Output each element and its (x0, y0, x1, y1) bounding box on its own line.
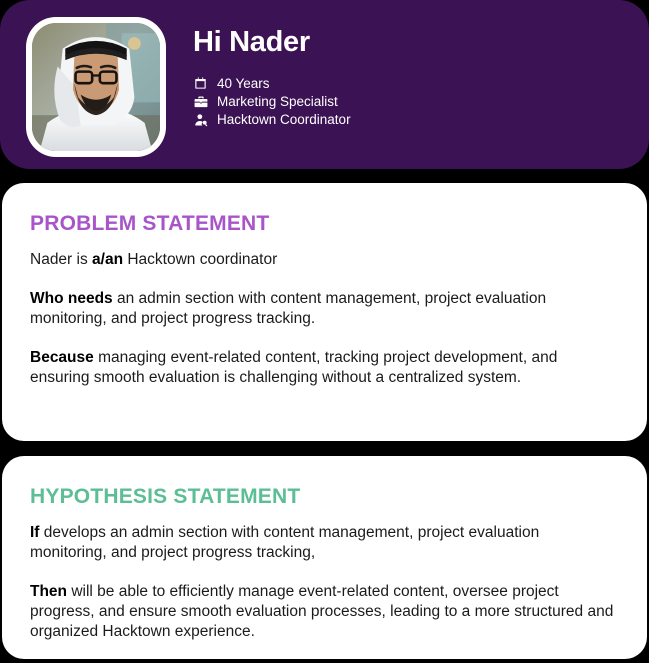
problem-p1-pre: Nader is (30, 251, 93, 268)
problem-paragraph-1 (30, 250, 619, 270)
calendar-icon (193, 76, 208, 91)
profile-info (193, 17, 351, 128)
hypothesis-paragraph-1 (30, 523, 619, 563)
hypothesis-p1-rest: develops an admin section with content management, project evaluation monitoring, and project progress tracking, (30, 524, 540, 561)
problem-p3-rest: managing event-related content, tracking project development, and ensuring smooth evaluation is challenging without a centralized system. (30, 349, 558, 386)
briefcase-icon (193, 94, 208, 109)
problem-p2-strong: Who needs (30, 290, 113, 307)
avatar-frame (26, 17, 166, 157)
profile-meta-title (193, 111, 351, 128)
greeting-title: Hi Nader (193, 26, 310, 58)
problem-statement-heading: PROBLEM STATEMENT (30, 212, 270, 235)
person-badge-icon (193, 112, 208, 127)
profile-meta-role-label: Marketing Specialist (217, 94, 338, 109)
problem-p2-rest: an admin section with content management, project evaluation monitoring, and project progress tracking. (30, 290, 547, 327)
problem-paragraph-2 (30, 289, 619, 329)
problem-p3-strong: Because (30, 349, 94, 366)
hypothesis-paragraph-2 (30, 582, 619, 642)
profile-meta-role (193, 93, 351, 110)
hypothesis-p2-strong: Then (30, 583, 68, 600)
hypothesis-statement-card (2, 456, 647, 659)
hypothesis-statement-heading: HYPOTHESIS STATEMENT (30, 485, 301, 508)
hypothesis-p2-rest: will be able to efficiently manage event-related content, oversee project progress, and ensure smooth evaluation processes, leading to a more structured and organized Hacktown experience. (30, 583, 614, 640)
problem-p1-strong: a/an (92, 251, 124, 268)
problem-paragraph-3 (30, 348, 619, 388)
problem-statement-card (2, 183, 647, 441)
profile-header-card (0, 0, 649, 169)
hypothesis-p1-strong: If (30, 524, 40, 541)
avatar (32, 23, 160, 151)
profile-meta-title-label: Hacktown Coordinator (217, 112, 351, 127)
profile-meta-list (193, 75, 351, 128)
profile-meta-age-label: 40 Years (217, 76, 270, 91)
profile-meta-age (193, 75, 351, 92)
problem-p1-rest: Hacktown coordinator (123, 251, 278, 268)
